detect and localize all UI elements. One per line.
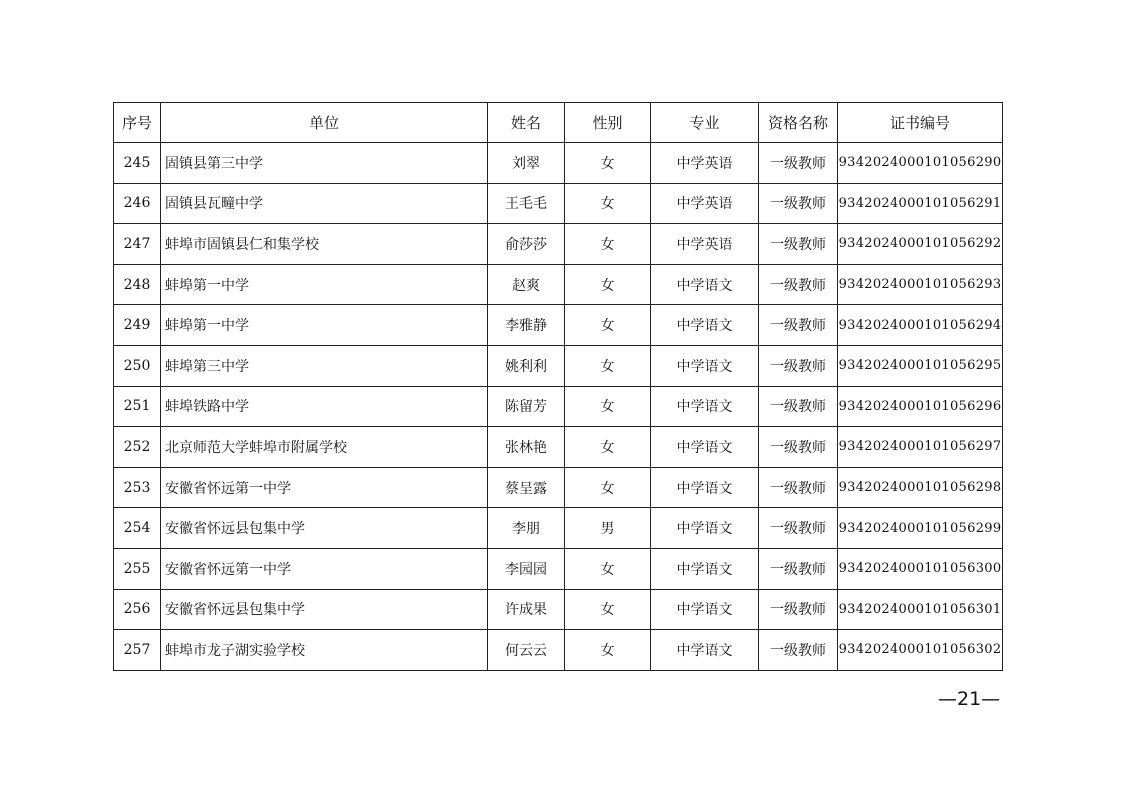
cell-name: 王毛毛 xyxy=(488,183,565,224)
cell-name: 陈留芳 xyxy=(488,386,565,427)
cell-major: 中学语文 xyxy=(651,630,759,671)
table-row xyxy=(114,183,1003,224)
cell-qualification: 一级教师 xyxy=(759,386,838,427)
cell-major: 中学语文 xyxy=(651,589,759,630)
cell-certificate-no: 9342024000101056291 xyxy=(838,183,1003,224)
cell-name: 刘翠 xyxy=(488,143,565,184)
cell-qualification: 一级教师 xyxy=(759,183,838,224)
table-row xyxy=(114,345,1003,386)
table-header-row xyxy=(114,103,1003,143)
cell-unit: 蚌埠市固镇县仁和集学校 xyxy=(161,224,488,265)
cell-name: 俞莎莎 xyxy=(488,224,565,265)
cell-unit: 蚌埠第三中学 xyxy=(161,345,488,386)
cell-serial: 256 xyxy=(114,589,161,630)
cell-serial: 253 xyxy=(114,467,161,508)
cell-certificate-no: 9342024000101056296 xyxy=(838,386,1003,427)
cell-certificate-no: 9342024000101056299 xyxy=(838,508,1003,549)
cell-name: 赵爽 xyxy=(488,264,565,305)
cell-gender: 男 xyxy=(565,508,651,549)
cell-certificate-no: 9342024000101056301 xyxy=(838,589,1003,630)
cell-serial: 257 xyxy=(114,630,161,671)
certificate-table xyxy=(113,102,1003,671)
header-unit: 单位 xyxy=(161,103,488,143)
cell-major: 中学语文 xyxy=(651,427,759,468)
cell-name: 李朋 xyxy=(488,508,565,549)
cell-unit: 固镇县瓦疃中学 xyxy=(161,183,488,224)
cell-qualification: 一级教师 xyxy=(759,508,838,549)
table-row xyxy=(114,630,1003,671)
cell-gender: 女 xyxy=(565,386,651,427)
header-qualification: 资格名称 xyxy=(759,103,838,143)
cell-gender: 女 xyxy=(565,264,651,305)
cell-gender: 女 xyxy=(565,345,651,386)
cell-qualification: 一级教师 xyxy=(759,224,838,265)
table-row xyxy=(114,143,1003,184)
cell-major: 中学语文 xyxy=(651,345,759,386)
cell-serial: 249 xyxy=(114,305,161,346)
header-gender: 性别 xyxy=(565,103,651,143)
cell-name: 张林艳 xyxy=(488,427,565,468)
cell-qualification: 一级教师 xyxy=(759,264,838,305)
cell-serial: 246 xyxy=(114,183,161,224)
cell-certificate-no: 9342024000101056298 xyxy=(838,467,1003,508)
table-body xyxy=(114,143,1003,671)
table-row xyxy=(114,548,1003,589)
cell-name: 李园园 xyxy=(488,548,565,589)
cell-major: 中学英语 xyxy=(651,183,759,224)
cell-major: 中学英语 xyxy=(651,224,759,265)
cell-qualification: 一级教师 xyxy=(759,143,838,184)
table-row xyxy=(114,264,1003,305)
cell-major: 中学英语 xyxy=(651,143,759,184)
table-row xyxy=(114,305,1003,346)
cell-certificate-no: 9342024000101056290 xyxy=(838,143,1003,184)
cell-major: 中学语文 xyxy=(651,264,759,305)
cell-qualification: 一级教师 xyxy=(759,427,838,468)
cell-serial: 247 xyxy=(114,224,161,265)
cell-name: 李雅静 xyxy=(488,305,565,346)
table-row xyxy=(114,427,1003,468)
cell-unit: 北京师范大学蚌埠市附属学校 xyxy=(161,427,488,468)
cell-serial: 255 xyxy=(114,548,161,589)
cell-unit: 固镇县第三中学 xyxy=(161,143,488,184)
header-serial: 序号 xyxy=(114,103,161,143)
cell-serial: 254 xyxy=(114,508,161,549)
cell-serial: 248 xyxy=(114,264,161,305)
cell-name: 蔡呈露 xyxy=(488,467,565,508)
cell-unit: 安徽省怀远县包集中学 xyxy=(161,589,488,630)
cell-major: 中学语文 xyxy=(651,548,759,589)
cell-major: 中学语文 xyxy=(651,467,759,508)
cell-serial: 251 xyxy=(114,386,161,427)
cell-certificate-no: 9342024000101056302 xyxy=(838,630,1003,671)
cell-unit: 蚌埠市龙子湖实验学校 xyxy=(161,630,488,671)
cell-serial: 250 xyxy=(114,345,161,386)
cell-unit: 蚌埠第一中学 xyxy=(161,264,488,305)
cell-certificate-no: 9342024000101056295 xyxy=(838,345,1003,386)
header-certificate-no: 证书编号 xyxy=(838,103,1003,143)
cell-certificate-no: 9342024000101056292 xyxy=(838,224,1003,265)
cell-gender: 女 xyxy=(565,143,651,184)
cell-name: 许成果 xyxy=(488,589,565,630)
cell-major: 中学语文 xyxy=(651,305,759,346)
cell-gender: 女 xyxy=(565,589,651,630)
cell-gender: 女 xyxy=(565,467,651,508)
cell-gender: 女 xyxy=(565,427,651,468)
cell-qualification: 一级教师 xyxy=(759,305,838,346)
header-name: 姓名 xyxy=(488,103,565,143)
cell-certificate-no: 9342024000101056297 xyxy=(838,427,1003,468)
table-row xyxy=(114,589,1003,630)
cell-certificate-no: 9342024000101056294 xyxy=(838,305,1003,346)
cell-unit: 安徽省怀远第一中学 xyxy=(161,548,488,589)
cell-gender: 女 xyxy=(565,183,651,224)
table-row xyxy=(114,508,1003,549)
cell-qualification: 一级教师 xyxy=(759,467,838,508)
cell-qualification: 一级教师 xyxy=(759,630,838,671)
table-row xyxy=(114,224,1003,265)
cell-serial: 252 xyxy=(114,427,161,468)
cell-qualification: 一级教师 xyxy=(759,345,838,386)
cell-qualification: 一级教师 xyxy=(759,589,838,630)
cell-major: 中学语文 xyxy=(651,386,759,427)
cell-gender: 女 xyxy=(565,548,651,589)
cell-certificate-no: 9342024000101056293 xyxy=(838,264,1003,305)
page-number: —21— xyxy=(938,688,1001,710)
cell-gender: 女 xyxy=(565,630,651,671)
header-major: 专业 xyxy=(651,103,759,143)
cell-unit: 蚌埠铁路中学 xyxy=(161,386,488,427)
cell-certificate-no: 9342024000101056300 xyxy=(838,548,1003,589)
cell-serial: 245 xyxy=(114,143,161,184)
cell-gender: 女 xyxy=(565,224,651,265)
table-row xyxy=(114,467,1003,508)
cell-major: 中学语文 xyxy=(651,508,759,549)
cell-gender: 女 xyxy=(565,305,651,346)
table-row xyxy=(114,386,1003,427)
cell-name: 姚利利 xyxy=(488,345,565,386)
cell-name: 何云云 xyxy=(488,630,565,671)
cell-qualification: 一级教师 xyxy=(759,548,838,589)
cell-unit: 蚌埠第一中学 xyxy=(161,305,488,346)
cell-unit: 安徽省怀远县包集中学 xyxy=(161,508,488,549)
cell-unit: 安徽省怀远第一中学 xyxy=(161,467,488,508)
